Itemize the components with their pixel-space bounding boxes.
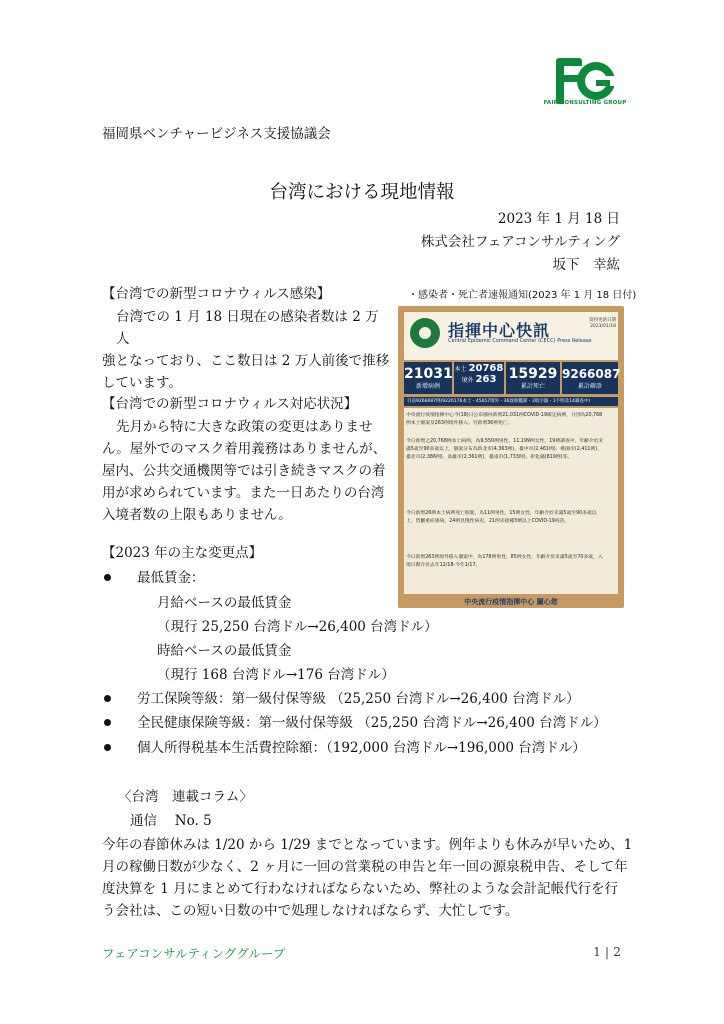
text-line: 入境者数の上限もありません。 xyxy=(102,507,292,523)
footer-company: フェアコンサルティンググループ xyxy=(102,946,286,961)
cecc-seal-icon xyxy=(410,318,440,348)
press-date: 資料更新日期 2023/01/18 xyxy=(589,318,616,329)
stat-total-deaths: 15929 累計死亡 xyxy=(506,362,560,394)
section-heading-response: 【台湾での新型コロナウィルス対応状況】 xyxy=(102,396,358,412)
press-title: 指揮中心快訊 xyxy=(448,321,551,340)
text-line: 先月から特に大きな政策の変更はありませ xyxy=(116,419,373,435)
column-body xyxy=(102,834,642,922)
section-heading-infection: 【台湾での新型コロナウィルス感染】 xyxy=(102,286,331,302)
cecc-press-release-image xyxy=(398,306,624,608)
text-line: 強となっており、ここ数日は 2 万人前後で推移 xyxy=(102,353,390,369)
text-line: 今年の春節休みは 1/20 から 1/29 までとなっています。例年よりも休みが早いため、1 xyxy=(102,837,633,853)
list-item-labor-insurance: 労工保険等級：第一級付保等級 （25,250 台湾ドル→26,400 台湾ドル） xyxy=(104,688,580,710)
text-line: 度決算を 1 月にまとめて行わなければならないため、弊社のような会計記帳代行を行 xyxy=(102,881,619,897)
org-name: 福岡県ベンチャービジネス支援協議会 xyxy=(102,126,331,142)
text-line: 屋内、公共交通機関等では引き続きマスクの着 xyxy=(102,463,386,479)
stat-local-imported: 本土 20768 境外 263 xyxy=(454,362,504,394)
press-paragraph: 今日新增263例境外移入個案中，為178例男性、85例女性，年齡介於未滿5歲至70多歲，入境日期介於去年12/18-今年1/17。 xyxy=(406,555,603,568)
author-name: 坂下 幸紘 xyxy=(552,257,620,273)
bullet-icon xyxy=(104,695,111,702)
logo-company-line: FAIR CONSULTING GROUP xyxy=(543,100,627,106)
text-line: う会社は、この短い日数の中で処理しなければならず、大忙しです。 xyxy=(102,903,519,919)
text-line: ん。屋外でのマスク着用義務はありませんが、 xyxy=(102,441,387,457)
page-number: 1 | 2 xyxy=(593,944,622,959)
section-body-response xyxy=(102,416,392,526)
stat-new-cases: 21031 新增病例 xyxy=(404,362,452,394)
text-line: しています。 xyxy=(102,375,182,391)
list-item-tax-deduction: 個人所得税基本生活費控除額：（192,000 台湾ドル→196,000 台湾ドル） xyxy=(104,737,586,759)
press-paragraph: 中央流行疫情指揮中心今(18)日公布國內新增21,031例COVID-19確定病例，分別為20,768例本土個案及263例境外移入；另新增36例死亡。 xyxy=(406,413,603,426)
page-title: 台湾における現地情報 xyxy=(269,182,455,203)
bullet-icon xyxy=(104,719,111,726)
press-paragraph: 今日新增26例本土病例死亡個案，為11例男性、15例女性，年齡介於未滿5歲至90多歲以上，皆屬重症感染，24例具慢性病史，21例未接種3劑以上COVID-19疫苗。 xyxy=(406,511,597,524)
bullet-icon xyxy=(104,744,111,751)
column-heading: 〈台湾 連載コラム〉 xyxy=(118,789,253,805)
figure-caption: ・感染者・死亡者速報通知(2023 年 1 月 18 日付) xyxy=(408,290,637,301)
bullet-icon xyxy=(104,574,111,581)
section-body-infection xyxy=(102,306,392,394)
monthly-wage-detail: （現行 25,250 台湾ドル→26,400 台湾ドル） xyxy=(157,619,438,635)
list-item-health-insurance: 全民健康保険等級：第一級付保等級 （25,250 台湾ドル→26,400 台湾ドル） xyxy=(104,712,607,734)
hourly-wage-label: 時給ベースの最低賃金 xyxy=(157,643,292,659)
press-summary-strip: 目前9266087例(9220176本土・45657境外・36敦睦艦隊・3航空器・1不明及14調查中) xyxy=(404,397,618,406)
press-subtitle: Central Epidemic Command Center (CECC) Press Release xyxy=(448,338,592,344)
list-item-minimum-wage: 最低賃金： xyxy=(104,567,205,589)
company-name: 株式会社フェアコンサルティング xyxy=(420,234,620,250)
text-line: 台湾での 1 月 18 日現在の感染者数は 2 万人 xyxy=(116,309,379,347)
stat-total-confirmed: 9266087 累計確診 xyxy=(562,362,618,394)
section-heading-changes: 【2023 年の主な変更点】 xyxy=(102,545,263,561)
hourly-wage-detail: （現行 168 台湾ドル→176 台湾ドル） xyxy=(157,667,395,683)
column-number: 通信 No. 5 xyxy=(130,813,212,829)
monthly-wage-label: 月給ベースの最低賃金 xyxy=(157,595,292,611)
document-date: 2023 年 1 月 18 日 xyxy=(497,211,620,227)
text-line: 月の稼働日数が少なく、2 ヶ月に一回の営業税の申告と年一回の源泉税申告、そして年 xyxy=(102,859,628,875)
press-paragraph: 今日新增之20,768例本土病例，為9,550例男性、11,199例女性、19例調查中，年齡介於未滿5歲至90多歲以上，個案分布為新北市(4,363例)、臺中市(2,461例)、桃園市(2,411例)、臺北市(2,386例)、高雄市(2,361例)、臺南市(1,733例)、彰化縣(819例)等。 xyxy=(406,439,604,460)
text-line: 用が求められています。また一日あたりの台湾 xyxy=(102,485,385,501)
press-footer: 中央流行疫情指揮中心 關心您 xyxy=(398,596,624,608)
